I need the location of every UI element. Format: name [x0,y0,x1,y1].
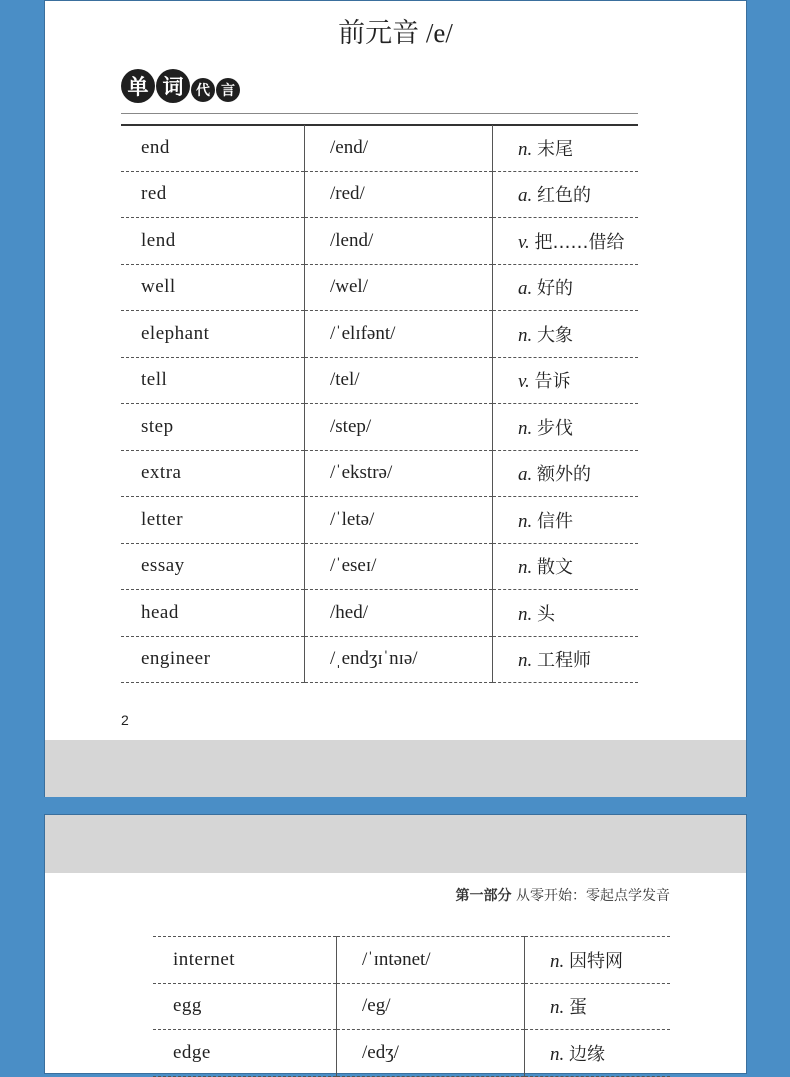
word-cell: letter [121,497,305,544]
word-cell: step [121,404,305,451]
meaning-text: 边缘 [569,1043,605,1065]
meaning-text: 散文 [537,557,573,579]
word-cell: edge [153,1030,337,1077]
part-of-speech: n. [518,557,533,579]
meaning-text: 把……借给 [534,231,625,253]
meaning-text: 告诉 [534,371,571,393]
table-row [121,450,638,497]
book-page-top [44,0,747,797]
ipa-cell: /edʒ/ [337,1030,525,1077]
table-row [121,311,638,358]
word-cell: tell [121,357,305,404]
part-of-speech: n. [518,324,533,346]
ipa-cell: /ˈeseɪ/ [305,543,493,590]
word-cell: extra [121,450,305,497]
meaning-cell [493,171,639,218]
part-of-speech: a. [518,185,533,207]
meaning-cell [493,264,639,311]
table-row [121,171,638,218]
part-of-speech: a. [518,278,533,300]
table-row [121,404,638,451]
part-of-speech: n. [550,1043,565,1065]
meaning-cell [493,218,639,265]
meaning-text: 蛋 [569,997,587,1019]
ipa-cell: /eg/ [337,983,525,1030]
part-of-speech: a. [518,464,533,486]
page-header-band [45,815,746,873]
meaning-text: 工程师 [537,650,591,672]
part-of-speech: n. [518,138,533,160]
meaning-text: 大象 [537,324,573,346]
vocab-table [121,125,638,683]
badge-char: 词 [156,69,190,103]
meaning-cell [493,311,639,358]
meaning-text: 步伐 [537,417,573,439]
ipa-cell: /ˌendʒɪˈnɪə/ [305,636,493,683]
table-row [121,218,638,265]
meaning-cell [493,450,639,497]
part-of-speech: v. [518,231,530,253]
running-header [456,885,670,905]
ipa-cell: /ˈekstrə/ [305,450,493,497]
word-cell: lend [121,218,305,265]
meaning-cell [493,357,639,404]
meaning-text: 好的 [537,278,573,300]
table-row [121,590,638,637]
meaning-cell [525,983,671,1030]
badge-char: 言 [216,78,240,102]
meaning-text: 因特网 [569,950,623,972]
page-footer-band [45,740,746,797]
vocab-table [153,936,670,1077]
part-label: 第一部分 [455,888,512,904]
word-cell: egg [153,983,337,1030]
word-cell: engineer [121,636,305,683]
table-row [121,125,638,171]
section-badge [121,69,240,103]
ipa-cell: /red/ [305,171,493,218]
table-row [121,636,638,683]
part-subtitle: 从零开始：零起点学发音 [511,888,670,904]
meaning-text: 末尾 [537,138,573,160]
meaning-cell [525,1030,671,1077]
meaning-cell [493,543,639,590]
word-cell: elephant [121,311,305,358]
badge-char: 代 [191,78,215,102]
word-cell: red [121,171,305,218]
word-cell: well [121,264,305,311]
table-row [153,983,670,1030]
ipa-cell: /hed/ [305,590,493,637]
table-row [121,497,638,544]
meaning-cell [493,590,639,637]
meaning-cell [493,125,639,171]
ipa-cell: /end/ [305,125,493,171]
table-row [121,543,638,590]
meaning-cell [493,636,639,683]
ipa-cell: /step/ [305,404,493,451]
part-of-speech: v. [518,371,530,393]
table-row [153,1030,670,1077]
word-cell: end [121,125,305,171]
word-cell: head [121,590,305,637]
meaning-cell [493,404,639,451]
ipa-cell: /tel/ [305,357,493,404]
word-cell: internet [153,937,337,984]
divider [121,113,638,114]
page-number: 2 [121,712,129,728]
ipa-cell: /ˈletə/ [305,497,493,544]
table-row [153,937,670,984]
meaning-cell [525,937,671,984]
part-of-speech: n. [518,603,533,625]
word-cell: essay [121,543,305,590]
part-of-speech: n. [550,997,565,1019]
page-title: 前元音 /e/ [338,18,453,48]
table-row [121,357,638,404]
meaning-text: 头 [537,603,555,625]
part-of-speech: n. [518,510,533,532]
ipa-cell: /wel/ [305,264,493,311]
part-of-speech: n. [550,950,565,972]
part-of-speech: n. [518,417,533,439]
part-of-speech: n. [518,650,533,672]
book-page-bottom [44,814,747,1074]
meaning-text: 额外的 [537,464,591,486]
badge-char: 单 [121,69,155,103]
ipa-cell: /ˈelɪfənt/ [305,311,493,358]
ipa-cell: /lend/ [305,218,493,265]
meaning-text: 信件 [537,510,573,532]
table-row [121,264,638,311]
meaning-text: 红色的 [537,185,591,207]
meaning-cell [493,497,639,544]
ipa-cell: /ˈɪntənet/ [337,937,525,984]
